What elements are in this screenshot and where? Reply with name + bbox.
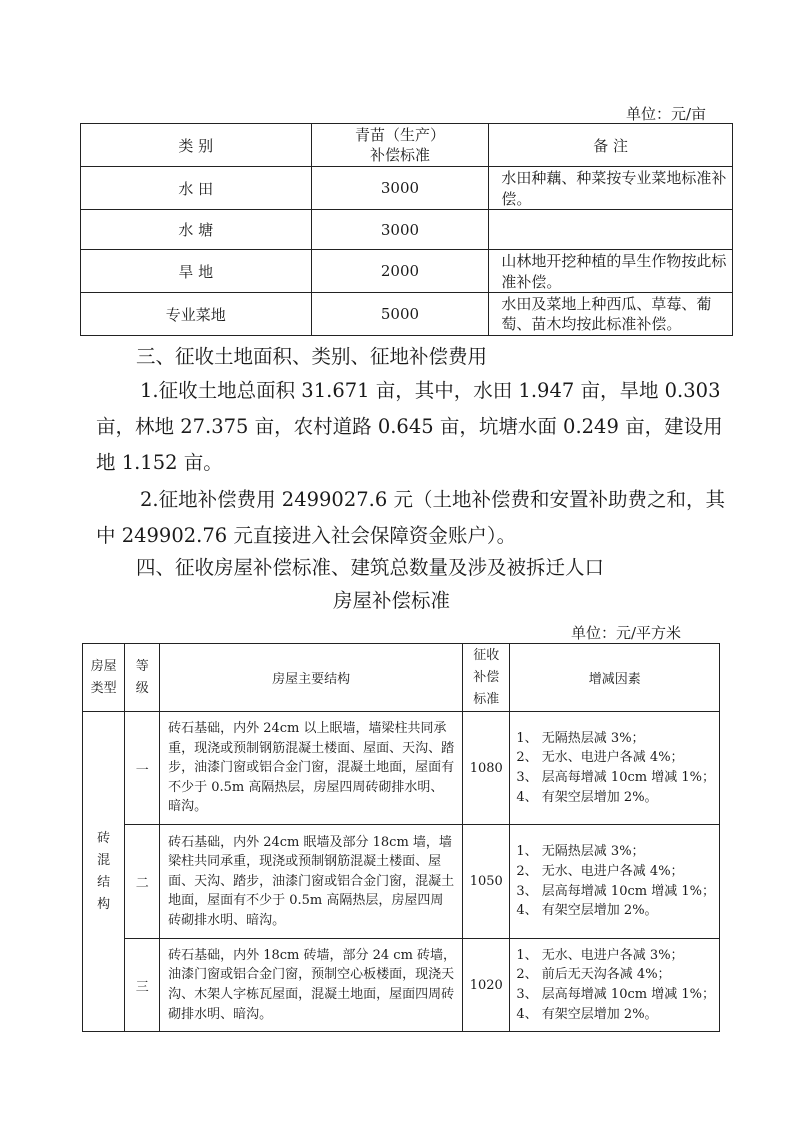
row-value: 1050 bbox=[463, 825, 510, 939]
header-house-type-line1: 房屋 bbox=[90, 658, 117, 674]
unit-label-acre: 单位：元/亩 bbox=[625, 105, 706, 123]
header-standard bbox=[311, 124, 489, 167]
table-row bbox=[83, 825, 720, 939]
factor-item: 2、 前后无天沟各减 4%； bbox=[516, 967, 671, 983]
row-value: 3000 bbox=[311, 167, 489, 210]
row-type: 水 田 bbox=[81, 167, 312, 210]
header-category: 类 别 bbox=[81, 124, 312, 167]
header-house-type-line2: 类型 bbox=[90, 680, 117, 696]
factor-item: 1、 无水、电进户各减 3%； bbox=[516, 947, 684, 963]
row-factors bbox=[510, 712, 720, 825]
row-factors bbox=[510, 939, 720, 1032]
factor-item: 2、 无水、电进户各减 4%； bbox=[516, 863, 684, 879]
crop-compensation-table bbox=[80, 123, 733, 336]
row-grade: 三 bbox=[125, 939, 160, 1032]
table-row bbox=[83, 712, 720, 825]
table-row bbox=[81, 293, 733, 336]
category-char: 混 bbox=[97, 852, 111, 868]
header-grade-line1: 等 bbox=[135, 658, 149, 674]
factor-item: 3、 层高每增减 10cm 增减 1%； bbox=[516, 770, 715, 785]
factor-item: 3、 层高每增减 10cm 增减 1%； bbox=[516, 987, 715, 1002]
row-grade: 一 bbox=[125, 712, 160, 825]
category-brick-concrete bbox=[83, 712, 125, 1032]
row-note: 水田及菜地上种西瓜、草莓、葡萄、苗木均按此标准补偿。 bbox=[489, 293, 733, 336]
category-char: 构 bbox=[97, 896, 111, 912]
header-note: 备 注 bbox=[489, 124, 733, 167]
row-note: 山林地开挖种植的旱生作物按此标准补偿。 bbox=[489, 250, 733, 293]
table-row bbox=[81, 167, 733, 210]
category-char: 结 bbox=[97, 874, 111, 890]
category-char: 砖 bbox=[97, 830, 111, 846]
row-note: 水田种藕、种菜按专业菜地标准补偿。 bbox=[489, 167, 733, 210]
factor-item: 4、 有架空层增加 2%。 bbox=[516, 789, 658, 805]
factor-item: 1、 无隔热层减 3%； bbox=[516, 844, 645, 860]
header-standard-line2: 补偿 bbox=[473, 669, 500, 685]
row-value: 1080 bbox=[463, 712, 510, 825]
row-factors bbox=[510, 825, 720, 939]
row-structure: 砖石基础，内外 24cm 以上眠墙，墙梁柱共同承重，现浇或预制钢筋混凝土楼面、屋面、天沟、踏步，油漆门窗或铝合金门窗，混凝土地面，屋面有不少于 0.5m 高隔热层，房屋四周砖砌排水明、暗沟。 bbox=[160, 712, 463, 825]
row-note bbox=[489, 210, 733, 250]
header-standard-line2: 补偿标准 bbox=[369, 146, 430, 164]
row-structure: 砖石基础，内外 24cm 眠墙及部分 18cm 墙，墙梁柱共同承重，现浇或预制钢筋混凝土楼面、屋面、天沟、踏步，油漆门窗或铝合金门窗，混凝土地面，屋面有不少于 0.5m 高隔热层，房屋四周砖砌排水明、暗沟。 bbox=[160, 825, 463, 939]
header-standard bbox=[463, 644, 510, 712]
section3-paragraph1: 1.征收土地总面积 31.671 亩，其中，水田 1.947 亩，旱地 0.303 亩，林地 27.375 亩，农村道路 0.645 亩，坑塘水面 0.249 亩，建设用地 1.152 亩。 bbox=[96, 379, 723, 474]
header-factors: 增减因素 bbox=[510, 644, 720, 712]
header-house-type bbox=[83, 644, 125, 712]
section4-subheading: 房屋补偿标准 bbox=[333, 589, 451, 612]
factor-item: 3、 层高每增减 10cm 增减 1%； bbox=[516, 883, 715, 899]
header-grade bbox=[125, 644, 160, 712]
header-standard-line3: 标准 bbox=[473, 691, 500, 707]
row-grade: 二 bbox=[125, 825, 160, 939]
section3-paragraph2: 2.征地补偿费用 2499027.6 元（土地补偿费和安置补助费之和，其中 249902.76 元直接进入社会保障资金账户）。 bbox=[96, 488, 725, 547]
header-structure: 房屋主要结构 bbox=[160, 644, 463, 712]
housing-compensation-table bbox=[82, 643, 720, 1032]
table-row bbox=[81, 250, 733, 293]
table-row bbox=[81, 210, 733, 250]
table-row bbox=[83, 939, 720, 1032]
factor-item: 4、 有架空层增加 2%。 bbox=[516, 903, 658, 919]
row-structure: 砖石基础，内外 18cm 砖墙，部分 24 cm 砖墙，油漆门窗或铝合金门窗，预制空心板楼面，现浇天沟、木架人字栋瓦屋面，混凝土地面，屋面四周砖砌排水明、暗沟。 bbox=[160, 939, 463, 1032]
row-value: 2000 bbox=[311, 250, 489, 293]
header-standard-line1: 青苗（生产） bbox=[354, 126, 445, 144]
factor-item: 2、 无水、电进户各减 4%； bbox=[516, 750, 684, 766]
row-type: 水 塘 bbox=[81, 210, 312, 250]
row-type: 旱 地 bbox=[81, 250, 312, 293]
table-header-row bbox=[83, 644, 720, 712]
header-standard-line1: 征收 bbox=[473, 647, 500, 663]
row-value: 5000 bbox=[311, 293, 489, 336]
section4-heading: 四、征收房屋补偿标准、建筑总数量及涉及被拆迁人口 bbox=[136, 556, 605, 579]
section3-heading: 三、征收土地面积、类别、征地补偿费用 bbox=[136, 345, 488, 368]
factor-item: 1、 无隔热层减 3%； bbox=[516, 730, 645, 746]
unit-label-sqm: 单位：元/平方米 bbox=[570, 624, 681, 642]
row-value: 1020 bbox=[463, 939, 510, 1032]
header-grade-line2: 级 bbox=[135, 680, 149, 696]
table-header-row bbox=[81, 124, 733, 167]
row-type: 专业菜地 bbox=[81, 293, 312, 336]
row-value: 3000 bbox=[311, 210, 489, 250]
factor-item: 4、 有架空层增加 2%。 bbox=[516, 1006, 658, 1022]
